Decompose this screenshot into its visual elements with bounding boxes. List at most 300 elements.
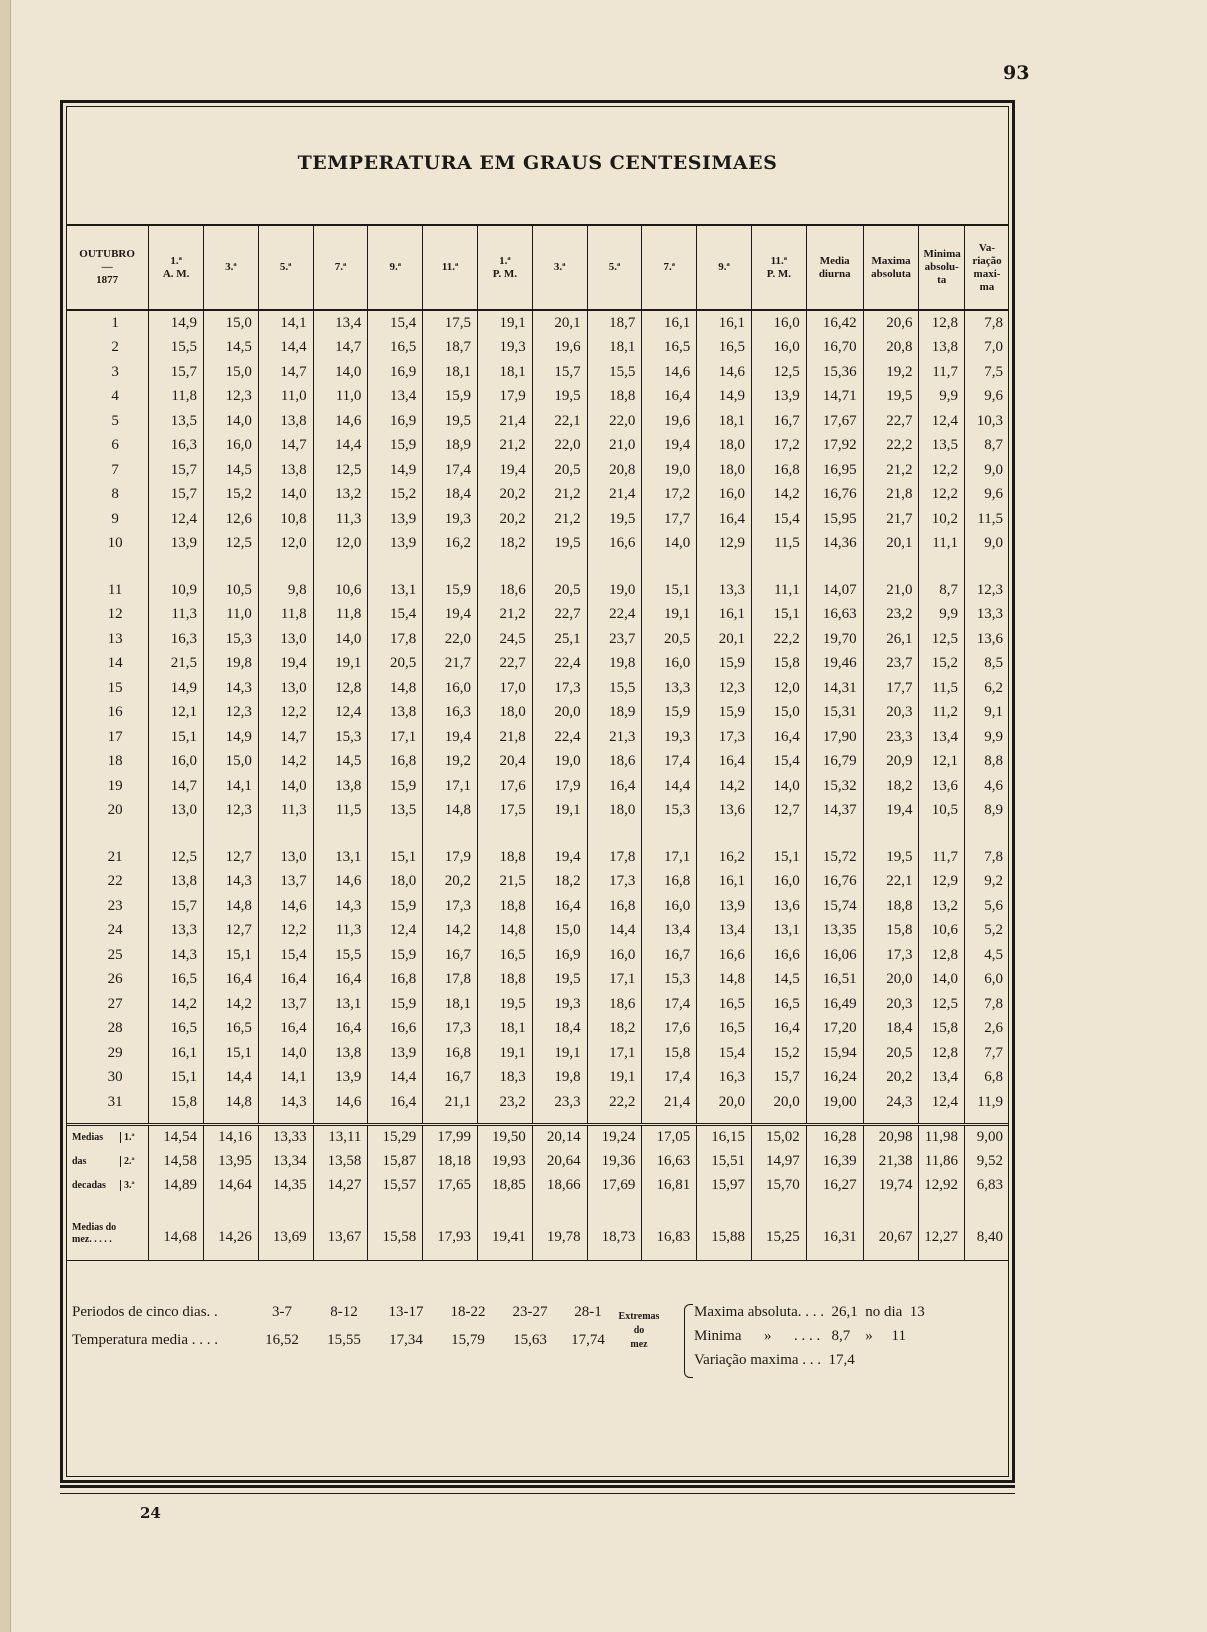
value-cell: 12,5 bbox=[149, 845, 204, 870]
value-cell: 19,1 bbox=[532, 799, 587, 824]
value-cell: 22,0 bbox=[587, 409, 642, 434]
value-cell: 14,3 bbox=[149, 943, 204, 968]
value-cell: 13,6 bbox=[919, 774, 964, 799]
spacer-cell bbox=[478, 1252, 533, 1261]
table-row bbox=[66, 750, 1009, 775]
spacer-cell bbox=[204, 823, 259, 845]
value-cell: 20,8 bbox=[863, 336, 919, 361]
day-cell: 29 bbox=[107, 1044, 123, 1061]
day-cell: 28 bbox=[107, 1020, 123, 1037]
value-cell: 21,4 bbox=[478, 409, 533, 434]
value-cell: 22,4 bbox=[587, 603, 642, 628]
value-cell: 23,3 bbox=[863, 725, 919, 750]
value-cell: 15,4 bbox=[751, 750, 806, 775]
value-cell: 16,8 bbox=[423, 1041, 478, 1066]
value-cell: 21,2 bbox=[532, 483, 587, 508]
spacer-cell bbox=[66, 1115, 149, 1125]
decade-mean-cell: 12,92 bbox=[919, 1174, 964, 1198]
spacer-cell bbox=[149, 1252, 204, 1261]
value-cell: 12,3 bbox=[204, 385, 259, 410]
value-cell: 11,5 bbox=[751, 532, 806, 557]
value-cell: 11,3 bbox=[313, 919, 368, 944]
value-cell: 13,3 bbox=[149, 919, 204, 944]
day-cell: 21 bbox=[107, 848, 123, 865]
spacer-cell bbox=[313, 1115, 368, 1125]
value-cell: 14,7 bbox=[258, 725, 313, 750]
page-title: TEMPERATURA EM GRAUS CENTESIMAES bbox=[297, 152, 778, 174]
value-cell: 10,8 bbox=[258, 507, 313, 532]
stat-header-line: diurna bbox=[818, 267, 851, 280]
spacer-cell bbox=[149, 1115, 204, 1125]
value-cell: 18,0 bbox=[697, 458, 752, 483]
spacer-cell bbox=[368, 556, 423, 578]
value-cell: 16,4 bbox=[258, 1017, 313, 1042]
value-cell: 13,9 bbox=[149, 532, 204, 557]
value-cell: 17,20 bbox=[806, 1017, 863, 1042]
spacer-cell bbox=[532, 1115, 587, 1125]
decade-mean-cell: 19,74 bbox=[863, 1174, 919, 1198]
decade-mean-cell: 19,50 bbox=[478, 1124, 533, 1150]
day-cell: 26 bbox=[107, 971, 123, 988]
decade-mean-cell: 16,39 bbox=[806, 1150, 863, 1174]
value-cell: 14,3 bbox=[204, 676, 259, 701]
value-cell: 14,8 bbox=[697, 968, 752, 993]
value-cell: 18,6 bbox=[478, 578, 533, 603]
value-cell: 13,7 bbox=[258, 992, 313, 1017]
value-cell: 19,5 bbox=[532, 385, 587, 410]
value-cell: 15,9 bbox=[368, 434, 423, 459]
table-row bbox=[66, 845, 1009, 870]
value-cell: 15,72 bbox=[806, 845, 863, 870]
value-cell: 8,7 bbox=[964, 434, 1009, 459]
month-mean-cell: 13,67 bbox=[313, 1198, 368, 1252]
value-cell: 15,3 bbox=[642, 968, 697, 993]
spacer-cell bbox=[368, 1115, 423, 1125]
value-cell: 22,2 bbox=[587, 1090, 642, 1115]
hour-header bbox=[642, 225, 697, 310]
year-label: 1877 bbox=[96, 274, 119, 286]
spacer-cell bbox=[751, 556, 806, 578]
value-cell: 17,67 bbox=[806, 409, 863, 434]
decade-mean-cell: 14,89 bbox=[149, 1174, 204, 1198]
spacer-row bbox=[66, 556, 1009, 578]
value-cell: 13,9 bbox=[313, 1066, 368, 1091]
hour-header bbox=[751, 225, 806, 310]
value-cell: 14,0 bbox=[258, 1041, 313, 1066]
value-cell: 15,7 bbox=[532, 360, 587, 385]
value-cell: 18,1 bbox=[587, 336, 642, 361]
value-cell: 21,5 bbox=[149, 652, 204, 677]
decade-mean-cell: 14,64 bbox=[204, 1174, 259, 1198]
value-cell: 17,8 bbox=[423, 968, 478, 993]
stat-header-line: riação bbox=[972, 254, 1002, 267]
value-cell: 16,5 bbox=[697, 1017, 752, 1042]
extreme-max: Maxima absoluta. . . . 26,1 no dia 13 bbox=[694, 1304, 925, 1320]
value-cell: 13,35 bbox=[806, 919, 863, 944]
value-cell: 10,3 bbox=[964, 409, 1009, 434]
value-cell: 14,37 bbox=[806, 799, 863, 824]
value-cell: 16,8 bbox=[751, 458, 806, 483]
stat-header bbox=[806, 225, 863, 310]
table-row bbox=[66, 701, 1009, 726]
spacer-cell bbox=[806, 1115, 863, 1125]
value-cell: 17,3 bbox=[423, 1017, 478, 1042]
table-row bbox=[66, 532, 1009, 557]
value-cell: 12,9 bbox=[919, 870, 964, 895]
decade-mean-row bbox=[66, 1124, 1009, 1150]
value-cell: 14,36 bbox=[806, 532, 863, 557]
value-cell: 20,3 bbox=[863, 701, 919, 726]
decade-mean-cell: 17,05 bbox=[642, 1124, 697, 1150]
value-cell: 16,7 bbox=[642, 943, 697, 968]
value-cell: 14,4 bbox=[587, 919, 642, 944]
decade-mean-cell: 13,58 bbox=[313, 1150, 368, 1174]
value-cell: 14,6 bbox=[697, 360, 752, 385]
spacer-cell bbox=[204, 1115, 259, 1125]
value-cell: 15,7 bbox=[751, 1066, 806, 1091]
period-range: 8-12 bbox=[330, 1304, 358, 1320]
value-cell: 13,3 bbox=[642, 676, 697, 701]
value-cell: 16,4 bbox=[587, 774, 642, 799]
value-cell: 12,3 bbox=[964, 578, 1009, 603]
spacer-cell bbox=[863, 1115, 919, 1125]
value-cell: 21,2 bbox=[863, 458, 919, 483]
value-cell: 20,1 bbox=[863, 532, 919, 557]
value-cell: 18,7 bbox=[423, 336, 478, 361]
value-cell: 13,1 bbox=[751, 919, 806, 944]
hour-header bbox=[313, 225, 368, 310]
value-cell: 15,2 bbox=[204, 483, 259, 508]
value-cell: 14,4 bbox=[642, 774, 697, 799]
extremes-label bbox=[598, 1310, 680, 1352]
value-cell: 16,3 bbox=[697, 1066, 752, 1091]
decade-mean-cell: 15,02 bbox=[751, 1124, 806, 1150]
value-cell: 16,3 bbox=[149, 434, 204, 459]
value-cell: 13,9 bbox=[368, 532, 423, 557]
value-cell: 17,6 bbox=[478, 774, 533, 799]
spacer-cell bbox=[313, 823, 368, 845]
value-cell: 17,3 bbox=[587, 870, 642, 895]
hour-header-line: 11.ª bbox=[441, 261, 459, 273]
value-cell: 13,4 bbox=[313, 310, 368, 336]
value-cell: 16,79 bbox=[806, 750, 863, 775]
value-cell: 18,2 bbox=[587, 1017, 642, 1042]
value-cell: 11,0 bbox=[258, 385, 313, 410]
value-cell: 14,9 bbox=[697, 385, 752, 410]
hour-header-line: 5.ª bbox=[279, 261, 292, 273]
spacer-cell bbox=[204, 1252, 259, 1261]
value-cell: 12,7 bbox=[204, 919, 259, 944]
value-cell: 15,7 bbox=[149, 894, 204, 919]
value-cell: 15,0 bbox=[204, 750, 259, 775]
spacer-cell bbox=[66, 1252, 149, 1261]
value-cell: 18,0 bbox=[368, 870, 423, 895]
value-cell: 13,2 bbox=[919, 894, 964, 919]
value-cell: 8,5 bbox=[964, 652, 1009, 677]
value-cell: 19,5 bbox=[532, 968, 587, 993]
periods-label: Periodos de cinco dias. . bbox=[72, 1304, 218, 1320]
value-cell: 26,1 bbox=[863, 627, 919, 652]
hour-header-line: P. M. bbox=[766, 267, 792, 280]
value-cell: 16,8 bbox=[642, 870, 697, 895]
hour-header-line: 3.ª bbox=[553, 261, 566, 273]
value-cell: 16,9 bbox=[532, 943, 587, 968]
value-cell: 19,1 bbox=[478, 310, 533, 336]
value-cell: 19,3 bbox=[642, 725, 697, 750]
value-cell: 16,06 bbox=[806, 943, 863, 968]
value-cell: 12,0 bbox=[313, 532, 368, 557]
decade-mean-cell: 15,70 bbox=[751, 1174, 806, 1198]
decade-mean-cell: 19,93 bbox=[478, 1150, 533, 1174]
value-cell: 16,0 bbox=[751, 310, 806, 336]
value-cell: 18,2 bbox=[478, 532, 533, 557]
stat-header-line: Va- bbox=[978, 241, 996, 254]
value-cell: 19,4 bbox=[423, 603, 478, 628]
value-cell: 10,9 bbox=[149, 578, 204, 603]
hour-header bbox=[368, 225, 423, 310]
hour-header bbox=[258, 225, 313, 310]
value-cell: 20,5 bbox=[642, 627, 697, 652]
value-cell: 16,4 bbox=[204, 968, 259, 993]
bottom-rule bbox=[60, 1485, 1015, 1488]
value-cell: 18,0 bbox=[587, 799, 642, 824]
table-row bbox=[66, 603, 1009, 628]
spacer-cell bbox=[423, 1252, 478, 1261]
value-cell: 20,0 bbox=[863, 968, 919, 993]
value-cell: 11,5 bbox=[919, 676, 964, 701]
value-cell: 16,6 bbox=[751, 943, 806, 968]
value-cell: 21,2 bbox=[478, 434, 533, 459]
value-cell: 14,7 bbox=[149, 774, 204, 799]
value-cell: 16,4 bbox=[751, 725, 806, 750]
decade-mean-cell: 17,65 bbox=[423, 1174, 478, 1198]
spacer-cell bbox=[751, 1252, 806, 1261]
value-cell: 21,8 bbox=[863, 483, 919, 508]
value-cell: 13,4 bbox=[919, 725, 964, 750]
decade-mean-cell: 14,35 bbox=[258, 1174, 313, 1198]
value-cell: 12,8 bbox=[313, 676, 368, 701]
value-cell: 15,1 bbox=[368, 845, 423, 870]
temperature-table bbox=[66, 224, 1009, 1261]
value-cell: 12,3 bbox=[204, 701, 259, 726]
decade-label-word: das bbox=[72, 1155, 87, 1167]
value-cell: 17,2 bbox=[642, 483, 697, 508]
value-cell: 15,8 bbox=[642, 1041, 697, 1066]
value-cell: 8,7 bbox=[919, 578, 964, 603]
value-cell: 15,4 bbox=[368, 310, 423, 336]
day-cell: 31 bbox=[107, 1093, 123, 1110]
value-cell: 17,3 bbox=[532, 676, 587, 701]
period-mean: 17,74 bbox=[571, 1332, 605, 1348]
value-cell: 21,4 bbox=[587, 483, 642, 508]
decade-mean-cell: 14,97 bbox=[751, 1150, 806, 1174]
value-cell: 18,9 bbox=[423, 434, 478, 459]
value-cell: 14,5 bbox=[204, 458, 259, 483]
value-cell: 2,6 bbox=[964, 1017, 1009, 1042]
value-cell: 16,42 bbox=[806, 310, 863, 336]
decade-ordinal: 3.ª bbox=[120, 1180, 135, 1191]
value-cell: 10,5 bbox=[919, 799, 964, 824]
spacer-cell bbox=[642, 556, 697, 578]
value-cell: 9,6 bbox=[964, 385, 1009, 410]
decade-ordinal: 1.ª bbox=[120, 1132, 135, 1143]
value-cell: 16,0 bbox=[751, 336, 806, 361]
value-cell: 15,3 bbox=[204, 627, 259, 652]
value-cell: 15,8 bbox=[863, 919, 919, 944]
value-cell: 13,4 bbox=[642, 919, 697, 944]
decade-mean-label bbox=[66, 1174, 149, 1198]
value-cell: 15,9 bbox=[423, 578, 478, 603]
value-cell: 12,0 bbox=[258, 532, 313, 557]
value-cell: 14,2 bbox=[697, 774, 752, 799]
stat-header-line: ta bbox=[937, 274, 947, 286]
value-cell: 16,70 bbox=[806, 336, 863, 361]
decade-mean-cell: 15,51 bbox=[697, 1150, 752, 1174]
value-cell: 15,7 bbox=[149, 360, 204, 385]
decade-label-word: Medias bbox=[72, 1131, 104, 1143]
spacer-cell bbox=[313, 1252, 368, 1261]
day-cell: 7 bbox=[111, 461, 119, 478]
day-cell: 4 bbox=[111, 388, 119, 405]
value-cell: 13,2 bbox=[313, 483, 368, 508]
value-cell: 16,5 bbox=[697, 992, 752, 1017]
value-cell: 15,32 bbox=[806, 774, 863, 799]
day-cell: 18 bbox=[107, 753, 123, 770]
decade-mean-cell: 20,14 bbox=[532, 1124, 587, 1150]
value-cell: 13,9 bbox=[751, 385, 806, 410]
value-cell: 14,0 bbox=[258, 774, 313, 799]
decade-mean-cell: 16,81 bbox=[642, 1174, 697, 1198]
value-cell: 14,8 bbox=[204, 1090, 259, 1115]
value-cell: 15,4 bbox=[751, 507, 806, 532]
hour-header-line: 7.ª bbox=[663, 261, 676, 273]
value-cell: 12,4 bbox=[919, 1090, 964, 1115]
decade-mean-cell: 13,95 bbox=[204, 1150, 259, 1174]
value-cell: 16,95 bbox=[806, 458, 863, 483]
hour-header-line: A. M. bbox=[162, 267, 190, 280]
value-cell: 11,2 bbox=[919, 701, 964, 726]
value-cell: 18,6 bbox=[587, 750, 642, 775]
value-cell: 19,5 bbox=[532, 532, 587, 557]
value-cell: 16,5 bbox=[642, 336, 697, 361]
value-cell: 8,8 bbox=[964, 750, 1009, 775]
value-cell: 22,0 bbox=[532, 434, 587, 459]
page-edge bbox=[0, 0, 11, 1632]
value-cell: 15,0 bbox=[532, 919, 587, 944]
value-cell: 22,1 bbox=[863, 870, 919, 895]
table-row bbox=[66, 968, 1009, 993]
value-cell: 17,1 bbox=[642, 845, 697, 870]
day-cell: 27 bbox=[107, 995, 123, 1012]
value-cell: 13,0 bbox=[149, 799, 204, 824]
period-mean: 15,79 bbox=[451, 1332, 485, 1348]
value-cell: 12,2 bbox=[919, 483, 964, 508]
value-cell: 17,1 bbox=[587, 1041, 642, 1066]
value-cell: 15,9 bbox=[642, 701, 697, 726]
hour-header-line: P. M. bbox=[492, 267, 518, 280]
value-cell: 19,2 bbox=[863, 360, 919, 385]
value-cell: 19,4 bbox=[642, 434, 697, 459]
value-cell: 14,5 bbox=[204, 336, 259, 361]
spacer-cell bbox=[149, 556, 204, 578]
value-cell: 14,4 bbox=[368, 1066, 423, 1091]
value-cell: 24,3 bbox=[863, 1090, 919, 1115]
value-cell: 17,9 bbox=[423, 845, 478, 870]
stat-header bbox=[964, 225, 1009, 310]
value-cell: 14,1 bbox=[204, 774, 259, 799]
decade-mean-cell: 17,69 bbox=[587, 1174, 642, 1198]
value-cell: 15,5 bbox=[313, 943, 368, 968]
table-row bbox=[66, 385, 1009, 410]
spacer-cell bbox=[863, 1252, 919, 1261]
value-cell: 19,5 bbox=[587, 507, 642, 532]
value-cell: 21,1 bbox=[423, 1090, 478, 1115]
value-cell: 23,7 bbox=[587, 627, 642, 652]
day-cell: 16 bbox=[107, 704, 123, 721]
value-cell: 14,5 bbox=[313, 750, 368, 775]
value-cell: 16,51 bbox=[806, 968, 863, 993]
value-cell: 15,4 bbox=[368, 603, 423, 628]
value-cell: 17,3 bbox=[697, 725, 752, 750]
value-cell: 19,8 bbox=[532, 1066, 587, 1091]
value-cell: 21,2 bbox=[532, 507, 587, 532]
value-cell: 4,5 bbox=[964, 943, 1009, 968]
value-cell: 20,9 bbox=[863, 750, 919, 775]
stat-header-line: Maxima bbox=[871, 254, 911, 267]
day-cell: 12 bbox=[107, 606, 123, 623]
spacer-cell bbox=[423, 556, 478, 578]
spacer-cell bbox=[697, 1115, 752, 1125]
value-cell: 14,9 bbox=[149, 676, 204, 701]
month-header bbox=[66, 225, 149, 310]
value-cell: 14,2 bbox=[258, 750, 313, 775]
decade-mean-cell: 13,33 bbox=[258, 1124, 313, 1150]
spacer-cell bbox=[863, 823, 919, 845]
value-cell: 14,8 bbox=[368, 676, 423, 701]
value-cell: 20,5 bbox=[863, 1041, 919, 1066]
value-cell: 14,0 bbox=[313, 360, 368, 385]
value-cell: 13,1 bbox=[313, 992, 368, 1017]
value-cell: 15,74 bbox=[806, 894, 863, 919]
value-cell: 8,9 bbox=[964, 799, 1009, 824]
month-mean-cell: 16,83 bbox=[642, 1198, 697, 1252]
value-cell: 17,7 bbox=[863, 676, 919, 701]
value-cell: 19,0 bbox=[532, 750, 587, 775]
value-cell: 14,2 bbox=[204, 992, 259, 1017]
period-mean: 15,63 bbox=[513, 1332, 547, 1348]
stat-header-line: ma bbox=[979, 280, 995, 293]
value-cell: 16,1 bbox=[642, 310, 697, 336]
spacer-cell bbox=[258, 1252, 313, 1261]
value-cell: 15,94 bbox=[806, 1041, 863, 1066]
value-cell: 6,0 bbox=[964, 968, 1009, 993]
value-cell: 14,0 bbox=[919, 968, 964, 993]
value-cell: 12,3 bbox=[204, 799, 259, 824]
value-cell: 10,6 bbox=[313, 578, 368, 603]
period-mean: 17,34 bbox=[389, 1332, 423, 1348]
value-cell: 19,4 bbox=[863, 799, 919, 824]
day-cell: 8 bbox=[111, 486, 119, 503]
value-cell: 14,6 bbox=[313, 870, 368, 895]
spacer-cell bbox=[697, 556, 752, 578]
value-cell: 16,0 bbox=[642, 894, 697, 919]
decade-mean-cell: 16,27 bbox=[806, 1174, 863, 1198]
value-cell: 14,0 bbox=[204, 409, 259, 434]
month-mean-cell: 15,25 bbox=[751, 1198, 806, 1252]
value-cell: 19,5 bbox=[863, 845, 919, 870]
value-cell: 13,6 bbox=[697, 799, 752, 824]
value-cell: 18,1 bbox=[478, 1017, 533, 1042]
